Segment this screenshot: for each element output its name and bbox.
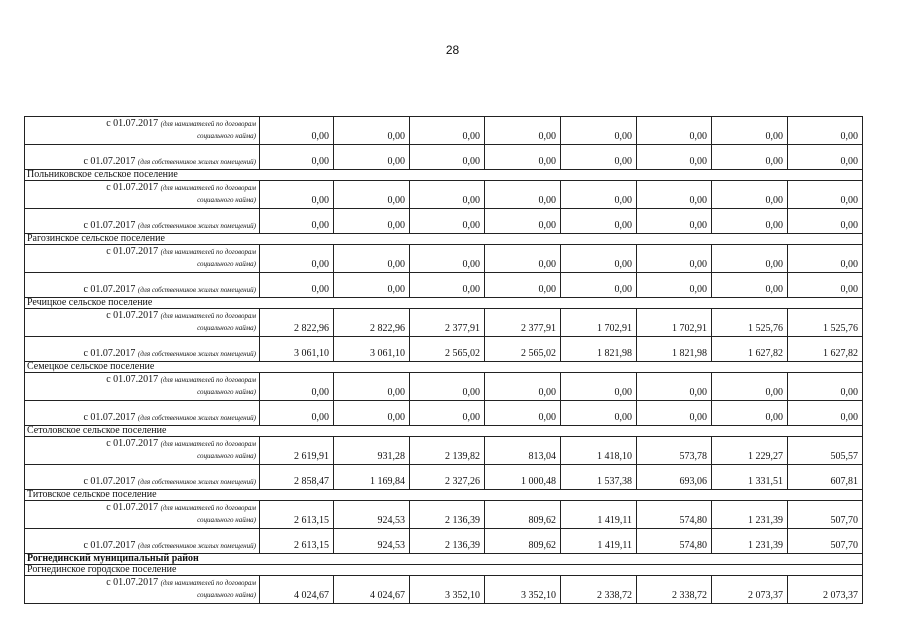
value-cell: 0,00 — [561, 273, 637, 298]
tariff-table — [24, 116, 863, 604]
note-label: социального найма) — [197, 452, 256, 460]
value-cell: 0,00 — [637, 181, 712, 209]
note-label: (для собственников жилых помещений) — [137, 350, 256, 358]
table-row — [25, 298, 863, 309]
value-cell: 0,00 — [788, 117, 863, 145]
date-label: с 01.07.2017 — [83, 540, 136, 551]
value-cell: 1 702,91 — [637, 309, 712, 337]
value-cell: 1 418,10 — [561, 437, 637, 465]
value-cell: 3 061,10 — [334, 337, 410, 362]
table-row — [25, 337, 863, 362]
value-cell: 0,00 — [334, 245, 410, 273]
value-cell: 0,00 — [637, 373, 712, 401]
date-label: с 01.07.2017 — [106, 246, 159, 257]
note-label: (для нанимателей по договорам — [160, 120, 256, 128]
settlement-header: Рагозинское сельское поселение — [25, 234, 863, 245]
date-label: с 01.07.2017 — [83, 412, 136, 423]
table-row — [25, 554, 863, 565]
value-cell: 2 139,82 — [410, 437, 485, 465]
value-cell: 0,00 — [485, 273, 561, 298]
note-label: социального найма) — [197, 260, 256, 268]
value-cell: 2 377,91 — [485, 309, 561, 337]
value-cell: 0,00 — [788, 245, 863, 273]
value-cell: 2 822,96 — [260, 309, 334, 337]
value-cell: 0,00 — [260, 401, 334, 426]
value-cell: 0,00 — [260, 117, 334, 145]
value-cell: 0,00 — [788, 401, 863, 426]
value-cell: 1 821,98 — [561, 337, 637, 362]
value-cell: 1 525,76 — [712, 309, 788, 337]
value-cell: 1 229,27 — [712, 437, 788, 465]
date-label: с 01.07.2017 — [106, 502, 159, 513]
date-label: с 01.07.2017 — [83, 476, 136, 487]
value-cell: 0,00 — [260, 245, 334, 273]
table-row — [25, 576, 863, 604]
value-cell: 0,00 — [485, 145, 561, 170]
tenant-rate-label — [25, 501, 260, 529]
value-cell: 0,00 — [485, 245, 561, 273]
note-label: (для нанимателей по договорам — [160, 440, 256, 448]
value-cell: 0,00 — [561, 373, 637, 401]
value-cell: 809,62 — [485, 501, 561, 529]
date-label: с 01.07.2017 — [106, 118, 159, 129]
table-row — [25, 501, 863, 529]
value-cell: 693,06 — [637, 465, 712, 490]
table-row — [25, 245, 863, 273]
date-label: с 01.07.2017 — [83, 220, 136, 231]
value-cell: 2 565,02 — [485, 337, 561, 362]
date-label: с 01.07.2017 — [83, 284, 136, 295]
value-cell: 0,00 — [485, 209, 561, 234]
value-cell: 2 565,02 — [410, 337, 485, 362]
value-cell: 924,53 — [334, 529, 410, 554]
value-cell: 0,00 — [561, 209, 637, 234]
value-cell: 2 619,91 — [260, 437, 334, 465]
table-row — [25, 170, 863, 181]
value-cell: 0,00 — [410, 209, 485, 234]
tenant-rate-label — [25, 117, 260, 145]
value-cell: 4 024,67 — [260, 576, 334, 604]
value-cell: 0,00 — [561, 245, 637, 273]
owner-rate-label — [25, 209, 260, 234]
date-label: с 01.07.2017 — [106, 438, 159, 449]
tenant-rate-label — [25, 576, 260, 604]
table-row — [25, 426, 863, 437]
table-row — [25, 465, 863, 490]
date-label: с 01.07.2017 — [106, 374, 159, 385]
value-cell: 931,28 — [334, 437, 410, 465]
value-cell: 3 352,10 — [485, 576, 561, 604]
value-cell: 0,00 — [334, 401, 410, 426]
note-label: (для нанимателей по договорам — [160, 579, 256, 587]
value-cell: 0,00 — [485, 373, 561, 401]
owner-rate-label — [25, 401, 260, 426]
value-cell: 924,53 — [334, 501, 410, 529]
value-cell: 1 000,48 — [485, 465, 561, 490]
note-label: (для собственников жилых помещений) — [137, 286, 256, 294]
value-cell: 0,00 — [260, 181, 334, 209]
note-label: (для нанимателей по договорам — [160, 376, 256, 384]
settlement-header: Польниковское сельское поселение — [25, 170, 863, 181]
value-cell: 0,00 — [712, 209, 788, 234]
value-cell: 0,00 — [561, 181, 637, 209]
value-cell: 813,04 — [485, 437, 561, 465]
value-cell: 0,00 — [788, 273, 863, 298]
note-label: (для собственников жилых помещений) — [137, 414, 256, 422]
value-cell: 0,00 — [637, 273, 712, 298]
note-label: (для собственников жилых помещений) — [137, 158, 256, 166]
settlement-header: Речицкое сельское поселение — [25, 298, 863, 309]
note-label: социального найма) — [197, 324, 256, 332]
table-row — [25, 117, 863, 145]
value-cell: 1 537,38 — [561, 465, 637, 490]
value-cell: 2 613,15 — [260, 501, 334, 529]
value-cell: 1 331,51 — [712, 465, 788, 490]
date-label: с 01.07.2017 — [106, 310, 159, 321]
value-cell: 0,00 — [637, 245, 712, 273]
value-cell: 2 136,39 — [410, 529, 485, 554]
settlement-header: Сетоловское сельское поселение — [25, 426, 863, 437]
settlement-header: Рогнединское городское поселение — [25, 565, 863, 576]
note-label: (для собственников жилых помещений) — [137, 542, 256, 550]
owner-rate-label — [25, 273, 260, 298]
note-label: социального найма) — [197, 591, 256, 599]
note-label: (для нанимателей по договорам — [160, 504, 256, 512]
value-cell: 0,00 — [260, 209, 334, 234]
value-cell: 0,00 — [637, 209, 712, 234]
value-cell: 0,00 — [712, 117, 788, 145]
value-cell: 2 858,47 — [260, 465, 334, 490]
value-cell: 0,00 — [410, 373, 485, 401]
value-cell: 0,00 — [334, 181, 410, 209]
value-cell: 0,00 — [485, 401, 561, 426]
value-cell: 2 073,37 — [788, 576, 863, 604]
tenant-rate-label — [25, 309, 260, 337]
value-cell: 1 702,91 — [561, 309, 637, 337]
value-cell: 0,00 — [561, 401, 637, 426]
table-row — [25, 145, 863, 170]
value-cell: 607,81 — [788, 465, 863, 490]
value-cell: 0,00 — [712, 181, 788, 209]
settlement-header: Титовское сельское поселение — [25, 490, 863, 501]
table-row — [25, 209, 863, 234]
value-cell: 1 231,39 — [712, 529, 788, 554]
date-label: с 01.07.2017 — [106, 577, 159, 588]
note-label: (для нанимателей по договорам — [160, 184, 256, 192]
value-cell: 507,70 — [788, 501, 863, 529]
value-cell: 0,00 — [260, 273, 334, 298]
value-cell: 2 338,72 — [561, 576, 637, 604]
value-cell: 0,00 — [712, 401, 788, 426]
table-row — [25, 309, 863, 337]
value-cell: 2 377,91 — [410, 309, 485, 337]
value-cell: 2 822,96 — [334, 309, 410, 337]
value-cell: 0,00 — [788, 373, 863, 401]
value-cell: 3 061,10 — [260, 337, 334, 362]
note-label: (для собственников жилых помещений) — [137, 222, 256, 230]
value-cell: 1 627,82 — [788, 337, 863, 362]
value-cell: 2 073,37 — [712, 576, 788, 604]
value-cell: 0,00 — [561, 145, 637, 170]
value-cell: 1 231,39 — [712, 501, 788, 529]
table-row — [25, 234, 863, 245]
value-cell: 1 627,82 — [712, 337, 788, 362]
tenant-rate-label — [25, 245, 260, 273]
value-cell: 0,00 — [637, 401, 712, 426]
value-cell: 1 525,76 — [788, 309, 863, 337]
note-label: (для собственников жилых помещений) — [137, 478, 256, 486]
table-row — [25, 529, 863, 554]
owner-rate-label — [25, 337, 260, 362]
value-cell: 0,00 — [334, 145, 410, 170]
value-cell: 0,00 — [712, 245, 788, 273]
table-row — [25, 565, 863, 576]
settlement-header: Семецкое сельское поселение — [25, 362, 863, 373]
value-cell: 0,00 — [788, 209, 863, 234]
value-cell: 2 338,72 — [637, 576, 712, 604]
table-row — [25, 401, 863, 426]
table-row — [25, 181, 863, 209]
owner-rate-label — [25, 145, 260, 170]
table-row — [25, 437, 863, 465]
owner-rate-label — [25, 529, 260, 554]
owner-rate-label — [25, 465, 260, 490]
settlement-header: Рогнединский муниципальный район — [25, 554, 863, 565]
value-cell: 0,00 — [334, 117, 410, 145]
page-number: 28 — [445, 43, 460, 57]
value-cell: 0,00 — [561, 117, 637, 145]
table-row — [25, 490, 863, 501]
note-label: (для нанимателей по договорам — [160, 312, 256, 320]
table-row — [25, 362, 863, 373]
value-cell: 0,00 — [410, 401, 485, 426]
value-cell: 4 024,67 — [334, 576, 410, 604]
table-row — [25, 373, 863, 401]
value-cell: 0,00 — [788, 145, 863, 170]
value-cell: 809,62 — [485, 529, 561, 554]
value-cell: 0,00 — [712, 373, 788, 401]
date-label: с 01.07.2017 — [83, 348, 136, 359]
value-cell: 0,00 — [260, 145, 334, 170]
note-label: социального найма) — [197, 132, 256, 140]
value-cell: 0,00 — [410, 245, 485, 273]
tenant-rate-label — [25, 437, 260, 465]
date-label: с 01.07.2017 — [83, 156, 136, 167]
value-cell: 1 419,11 — [561, 529, 637, 554]
value-cell: 505,57 — [788, 437, 863, 465]
value-cell: 0,00 — [334, 373, 410, 401]
value-cell: 0,00 — [485, 181, 561, 209]
value-cell: 3 352,10 — [410, 576, 485, 604]
value-cell: 0,00 — [637, 117, 712, 145]
value-cell: 0,00 — [410, 145, 485, 170]
value-cell: 0,00 — [712, 145, 788, 170]
value-cell: 507,70 — [788, 529, 863, 554]
value-cell: 1 169,84 — [334, 465, 410, 490]
value-cell: 0,00 — [334, 209, 410, 234]
note-label: (для нанимателей по договорам — [160, 248, 256, 256]
value-cell: 0,00 — [712, 273, 788, 298]
value-cell: 0,00 — [637, 145, 712, 170]
value-cell: 0,00 — [485, 117, 561, 145]
value-cell: 574,80 — [637, 501, 712, 529]
value-cell: 2 327,26 — [410, 465, 485, 490]
value-cell: 1 821,98 — [637, 337, 712, 362]
note-label: социального найма) — [197, 388, 256, 396]
value-cell: 0,00 — [410, 117, 485, 145]
value-cell: 0,00 — [260, 373, 334, 401]
table-row — [25, 273, 863, 298]
note-label: социального найма) — [197, 196, 256, 204]
value-cell: 2 613,15 — [260, 529, 334, 554]
value-cell: 0,00 — [410, 273, 485, 298]
value-cell: 0,00 — [410, 181, 485, 209]
date-label: с 01.07.2017 — [106, 182, 159, 193]
tenant-rate-label — [25, 181, 260, 209]
value-cell: 1 419,11 — [561, 501, 637, 529]
note-label: социального найма) — [197, 516, 256, 524]
value-cell: 2 136,39 — [410, 501, 485, 529]
value-cell: 0,00 — [334, 273, 410, 298]
tenant-rate-label — [25, 373, 260, 401]
value-cell: 574,80 — [637, 529, 712, 554]
value-cell: 573,78 — [637, 437, 712, 465]
value-cell: 0,00 — [788, 181, 863, 209]
